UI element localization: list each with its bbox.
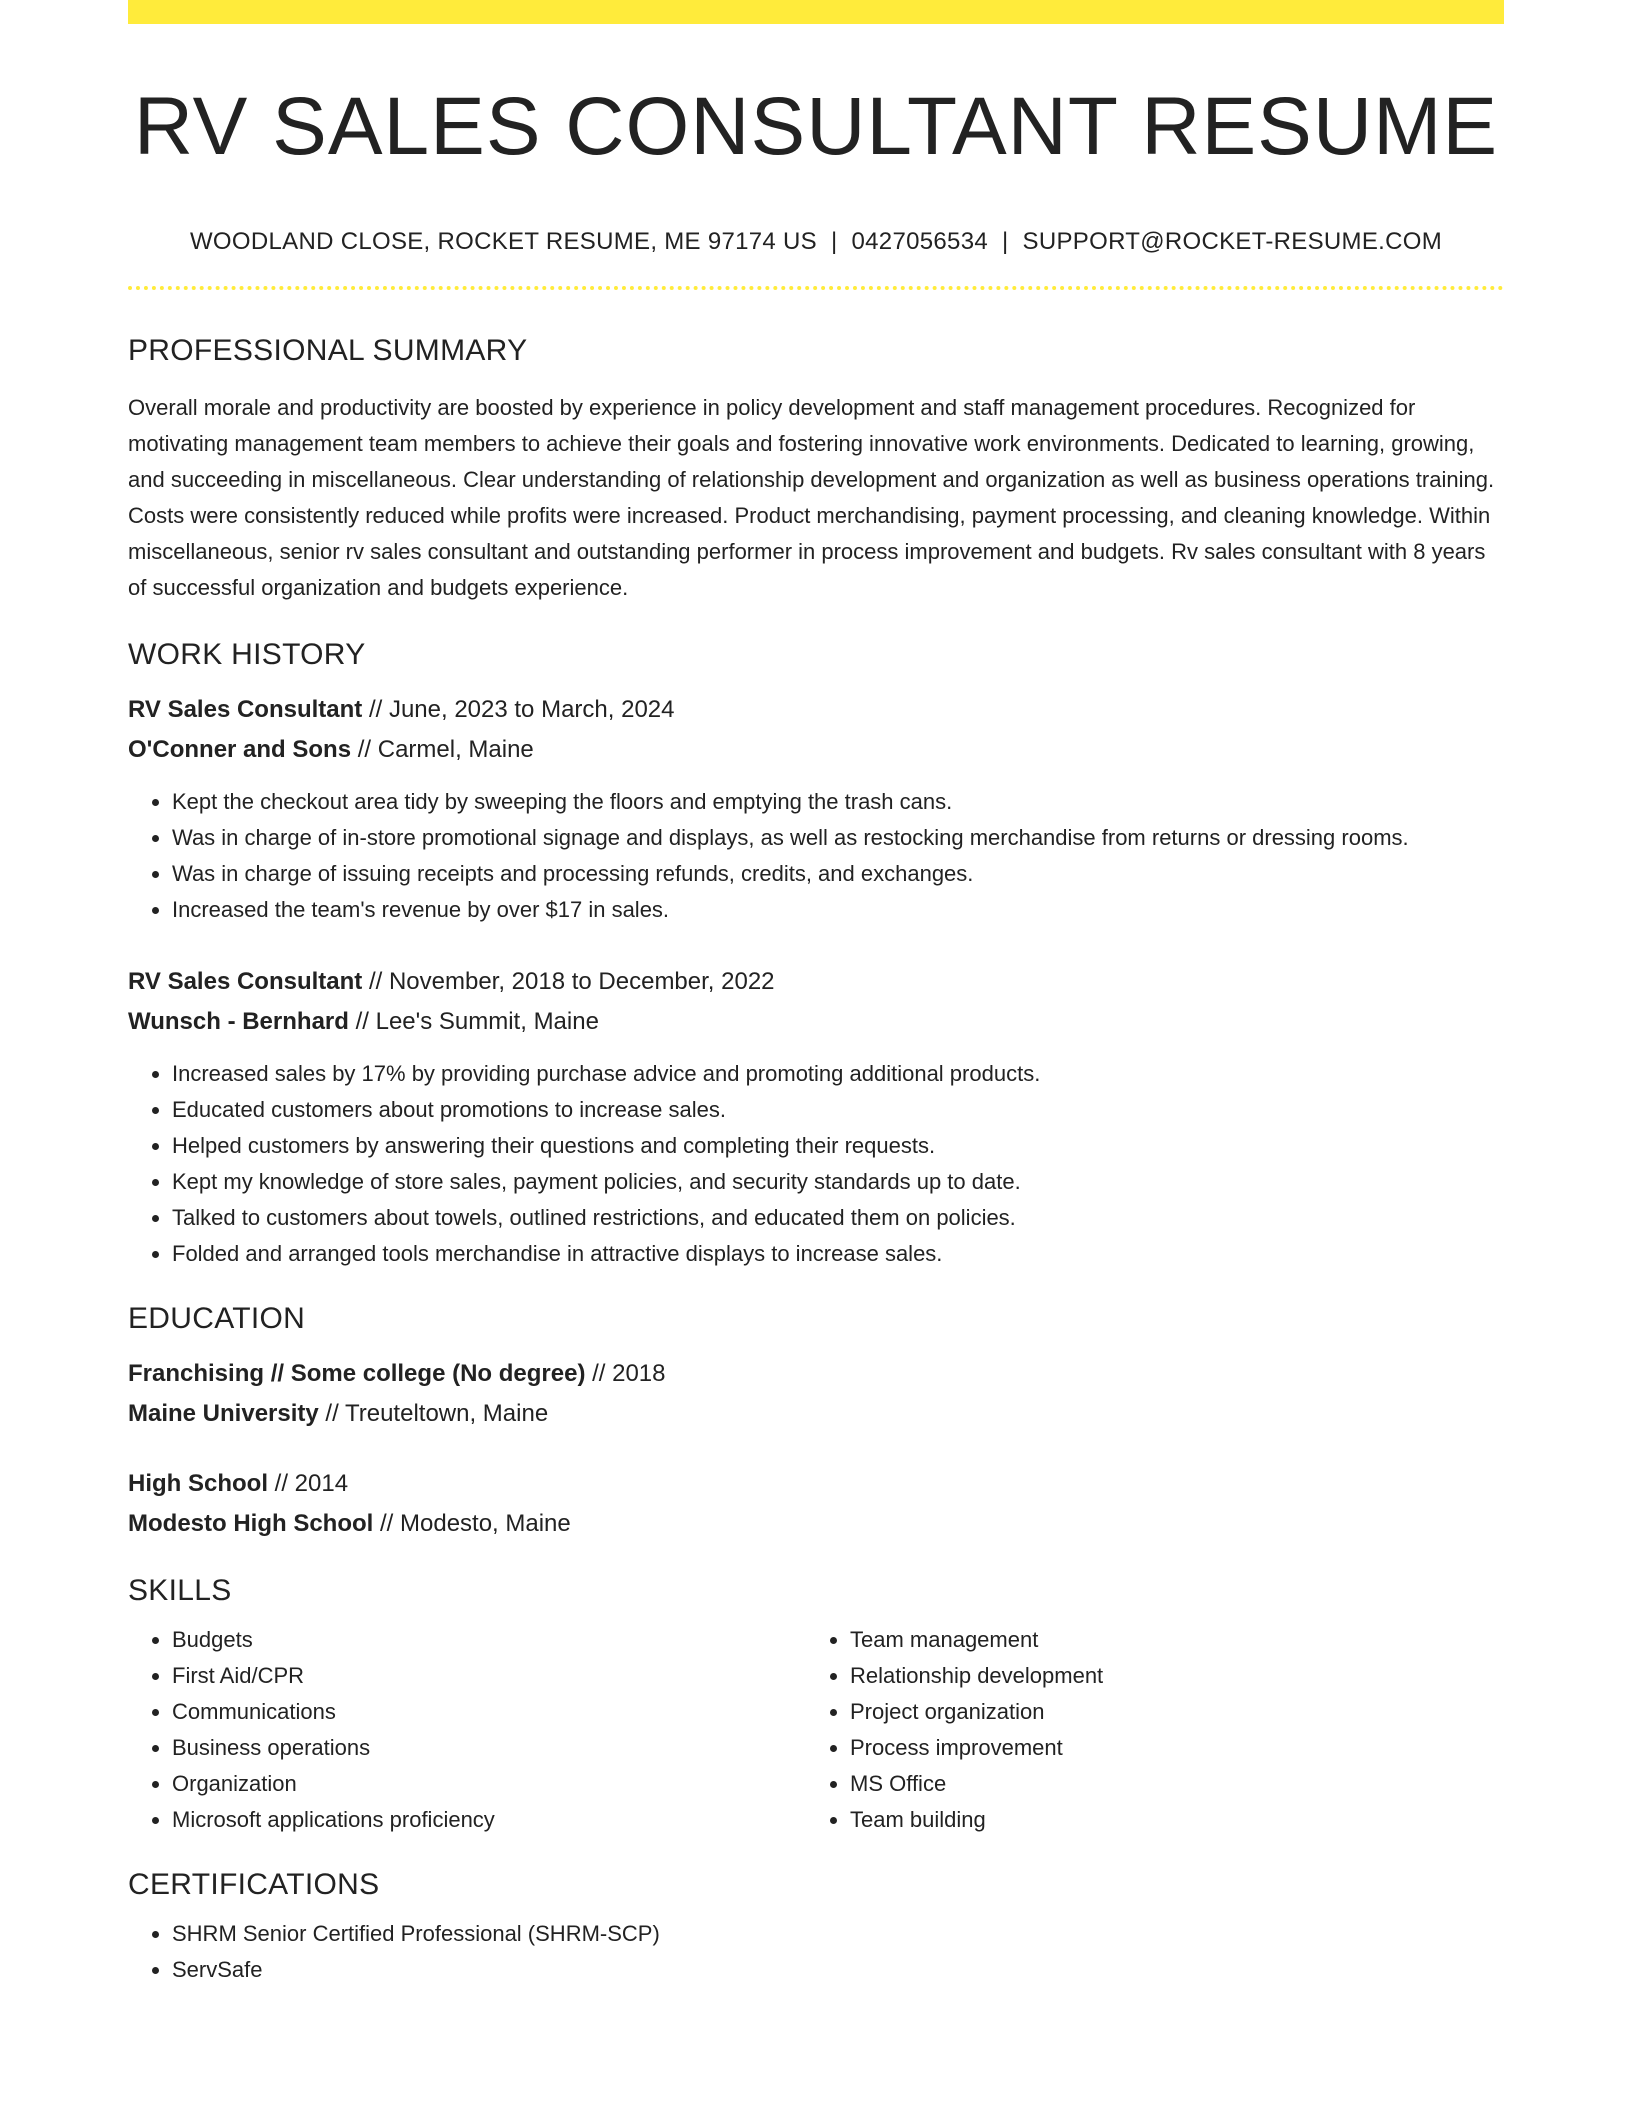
education-school-line (128, 1504, 1504, 1544)
skills-column-right (806, 1622, 1484, 1838)
list-item: • Relationship development (850, 1658, 1484, 1694)
job-company: Wunsch - Bernhard (128, 1008, 349, 1036)
job-company-line (128, 730, 1504, 770)
education-entry (128, 1464, 1504, 1544)
education-location: // Modesto, Maine (373, 1510, 571, 1538)
education-heading: EDUCATION (128, 1302, 306, 1336)
education-degree: Franchising // Some college (No degree) (128, 1360, 586, 1388)
skills-heading: SKILLS (128, 1574, 232, 1608)
job-company: O'Conner and Sons (128, 736, 352, 764)
dotted-divider (128, 286, 1504, 290)
list-item: • First Aid/CPR (172, 1658, 806, 1694)
education-school-line (128, 1394, 1504, 1434)
list-item: • Helped customers by answering their questions and completing their requests. (172, 1128, 1504, 1164)
education-school: Modesto High School (128, 1510, 374, 1538)
top-accent-bar (128, 0, 1504, 24)
job-title-line (128, 962, 1504, 1002)
job-entry (128, 962, 1504, 1272)
education-year: // 2018 (585, 1360, 666, 1388)
list-item: • Was in charge of in-store promotional signage and displays, as well as restocking merchandise from returns or dressing rooms. (172, 820, 1504, 856)
job-title: RV Sales Consultant (128, 696, 363, 724)
list-item: • Increased sales by 17% by providing purchase advice and promoting additional products. (172, 1056, 1504, 1092)
job-dates: // June, 2023 to March, 2024 (362, 696, 675, 724)
skills-column-left (128, 1622, 806, 1838)
list-item: • Project organization (850, 1694, 1484, 1730)
education-year: // 2014 (268, 1470, 349, 1498)
contact-separator: | (1002, 228, 1009, 256)
job-bullets (128, 784, 1504, 928)
education-entry (128, 1354, 1504, 1434)
list-item: • Microsoft applications proficiency (172, 1802, 806, 1838)
contact-address: WOODLAND CLOSE, ROCKET RESUME, ME 97174 US (189, 228, 817, 256)
list-item: • Was in charge of issuing receipts and processing refunds, credits, and exchanges. (172, 856, 1504, 892)
job-title-line (128, 690, 1504, 730)
skills-grid (128, 1622, 1504, 1838)
certifications-heading: CERTIFICATIONS (128, 1868, 380, 1902)
list-item: • Kept the checkout area tidy by sweeping the floors and emptying the trash cans. (172, 784, 1504, 820)
job-location: // Carmel, Maine (351, 736, 534, 764)
list-item: • SHRM Senior Certified Professional (SHRM-SCP) (172, 1916, 1504, 1952)
job-company-line (128, 1002, 1504, 1042)
job-title: RV Sales Consultant (128, 968, 363, 996)
list-item: • Team management (850, 1622, 1484, 1658)
list-item: • Educated customers about promotions to increase sales. (172, 1092, 1504, 1128)
list-item: • Kept my knowledge of store sales, payment policies, and security standards up to date. (172, 1164, 1504, 1200)
education-school: Maine University (128, 1400, 319, 1428)
list-item: • Talked to customers about towels, outlined restrictions, and educated them on policies. (172, 1200, 1504, 1236)
list-item: • Organization (172, 1766, 806, 1802)
list-item: • ServSafe (172, 1952, 1504, 1988)
contact-phone: 0427056534 (851, 228, 988, 256)
contact-separator: | (830, 228, 838, 256)
job-dates: // November, 2018 to December, 2022 (362, 968, 775, 996)
job-location: // Lee's Summit, Maine (348, 1008, 599, 1036)
list-item: • MS Office (850, 1766, 1484, 1802)
contact-line (128, 228, 1504, 256)
list-item: • Budgets (172, 1622, 806, 1658)
list-item: • Team building (850, 1802, 1484, 1838)
job-bullets (128, 1056, 1504, 1272)
education-degree: High School (128, 1470, 268, 1498)
job-entry (128, 690, 1504, 928)
education-degree-line (128, 1354, 1504, 1394)
education-degree-line (128, 1464, 1504, 1504)
list-item: • Increased the team's revenue by over $17 in sales. (172, 892, 1504, 928)
contact-email: SUPPORT@ROCKET-RESUME.COM (1022, 228, 1443, 256)
work-history-heading: WORK HISTORY (128, 638, 366, 672)
list-item: • Process improvement (850, 1730, 1484, 1766)
list-item: • Communications (172, 1694, 806, 1730)
summary-text: Overall morale and productivity are boosted by experience in policy development and staff management procedures. Recognized for motivating management team members to achieve their goals and fostering innovative work environments. Dedicated to learning, growing, and succeeding in miscellaneous. Clear understanding of relationship development and organization as well as business operations training. Costs were consistently reduced while profits were increased. Product merchandising, payment processing, and cleaning knowledge. Within miscellaneous, senior rv sales consultant and outstanding performer in process improvement and budgets. Rv sales consultant with 8 years of successful organization and budgets experience. (128, 395, 1495, 601)
resume-title: RV SALES CONSULTANT RESUME (133, 81, 1499, 172)
list-item: • Business operations (172, 1730, 806, 1766)
list-item: • Folded and arranged tools merchandise in attractive displays to increase sales. (172, 1236, 1504, 1272)
education-location: // Treuteltown, Maine (318, 1400, 549, 1428)
summary-heading: PROFESSIONAL SUMMARY (128, 334, 528, 368)
resume-page (128, 0, 1504, 1988)
certifications-list (128, 1916, 1504, 1988)
